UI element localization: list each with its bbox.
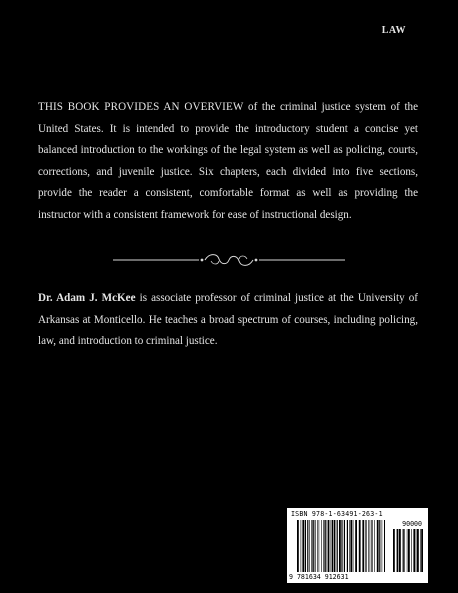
addon-barcode-icon — [393, 529, 424, 572]
description-lead: THIS BOOK PROVIDES AN OVERVIEW — [38, 101, 244, 113]
barcode-digits: 9 781634 912631 — [289, 573, 349, 581]
category-label: LAW — [381, 25, 406, 36]
author-bio — [38, 288, 418, 353]
author-name: Dr. Adam J. McKee — [38, 292, 136, 304]
isbn-label: ISBN 978-1-63491-263-1 — [291, 510, 383, 518]
isbn-barcode — [287, 508, 428, 583]
author-bio-text: is associate professor of criminal justice at the University of Arkansas at Monticello. He teaches a broad spectrum of courses, including policing, law, and introduction to criminal justice. — [38, 292, 418, 348]
ean-barcode-icon — [297, 520, 385, 572]
book-description — [38, 97, 418, 227]
description-body: of the criminal justice system of the United States. It is intended to provide the introductory student a concise yet balanced introduction to the workings of the legal system as well as policing, courts, corrections, and juvenile justice. Six chapters, each divided into five sections, provide the reader a consistent, comfortable format as well as providing the instructor with a consistent framework for ease of instructional design. — [38, 101, 418, 221]
price-code: 90000 — [402, 520, 422, 528]
flourish-divider-icon — [113, 250, 345, 270]
